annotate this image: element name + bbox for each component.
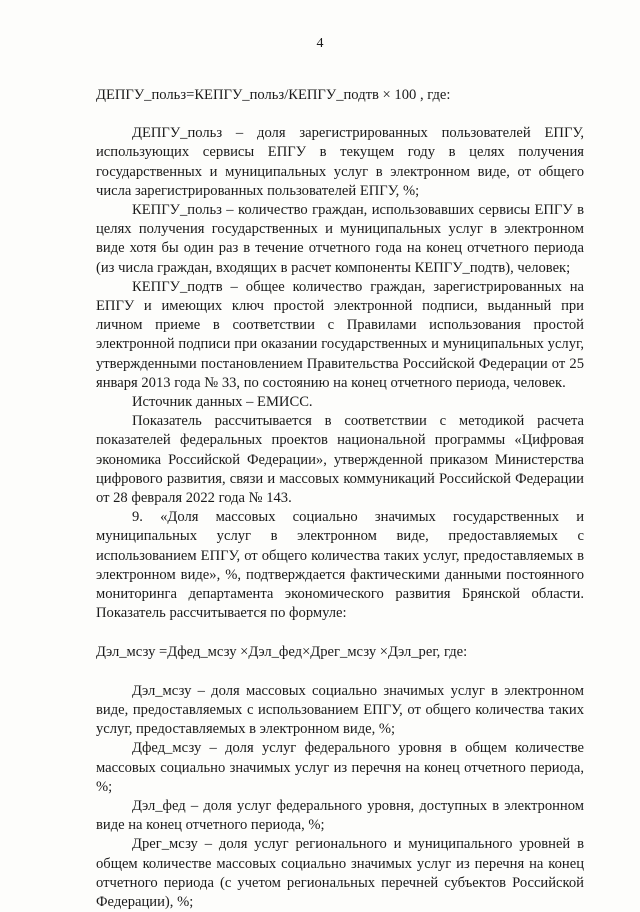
definition-dfed-mszu: Дфед_мсзу – доля услуг федерального уровня в общем количестве массовых социально значимых услуг из перечня на конец отчетного периода, %; xyxy=(96,740,584,795)
formula-del-mszu: Дэл_мсзу =Дфед_мсзу ×Дэл_фед×Дрег_мсзу ×Дэл_рег, где: xyxy=(96,644,468,661)
page-number: 4 xyxy=(316,36,324,51)
definition-del-mszu: Дэл_мсзу – доля массовых социально значимых услуг в электронном виде, предоставляемых с использованием ЕПГУ, от общего количества таких услуг, предоставляемых в электронном виде, %; xyxy=(96,682,584,738)
definition-depgu-polz: ДЕПГУ_польз – доля зарегистрированных пользователей ЕПГУ, использующих сервисы ЕПГУ в текущем году в целях получения государственных и муниципальных услуг в электронном виде, от общего числа зарегистрированных пользователей ЕПГУ, %; xyxy=(96,125,584,199)
definition-del-fed: Дэл_фед – доля услуг федерального уровня, доступных в электронном виде на конец отчетного периода, %; xyxy=(96,797,584,834)
indicator-9-paragraph: 9. «Доля массовых социально значимых государственных и муниципальных услуг в электронном виде, предоставляемых с использованием ЕПГУ, от общего количества таких услуг, предоставляемых в электронном виде», %, подтверждается фактическими данными постоянного мониторинга департамента экономического развития Брянской области. Показатель рассчитывается по формуле: xyxy=(96,509,584,622)
data-source: Источник данных – ЕМИСС. xyxy=(132,394,313,411)
document-body xyxy=(96,86,584,912)
definition-dreg-mszu: Дрег_мсзу – доля услуг регионального и муниципального уровней в общем количестве массовых социально значимых услуг из перечня на конец отчетного периода (с учетом региональных перечней субъектов Российской Федерации), %; xyxy=(96,836,584,910)
definition-kepgu-podtv: КЕПГУ_подтв – общее количество граждан, зарегистрированных на ЕПГУ и имеющих ключ простой электронной подписи, выданный при личном приеме в соответствии с Правилами использования простой электронной подписи при оказании государственных и муниципальных услуг, утвержденными постановлением Правительства Российской Федерации от 25 января 2013 года № 33, по состоянию на конец отчетного периода, человек. xyxy=(96,278,584,391)
methodology-paragraph: Показатель рассчитывается в соответствии с методикой расчета показателей федеральных проектов национальной программы «Цифровая экономика Российской Федерации», утвержденной приказом Министерства цифрового развития, связи и массовых коммуникаций Российской Федерации от 28 февраля 2022 года № 143. xyxy=(96,413,584,507)
formula-depgu: ДЕПГУ_польз=КЕПГУ_польз/КЕПГУ_подтв × 100 , где: xyxy=(96,87,451,103)
definition-kepgu-polz: КЕПГУ_польз – количество граждан, использовавших сервисы ЕПГУ в целях получения государственных и муниципальных услуг в электронном виде хотя бы один раз в течение отчетного года на конец отчетного периода (из числа граждан, входящих в расчет компоненты КЕПГУ_подтв), человек; xyxy=(96,202,584,276)
